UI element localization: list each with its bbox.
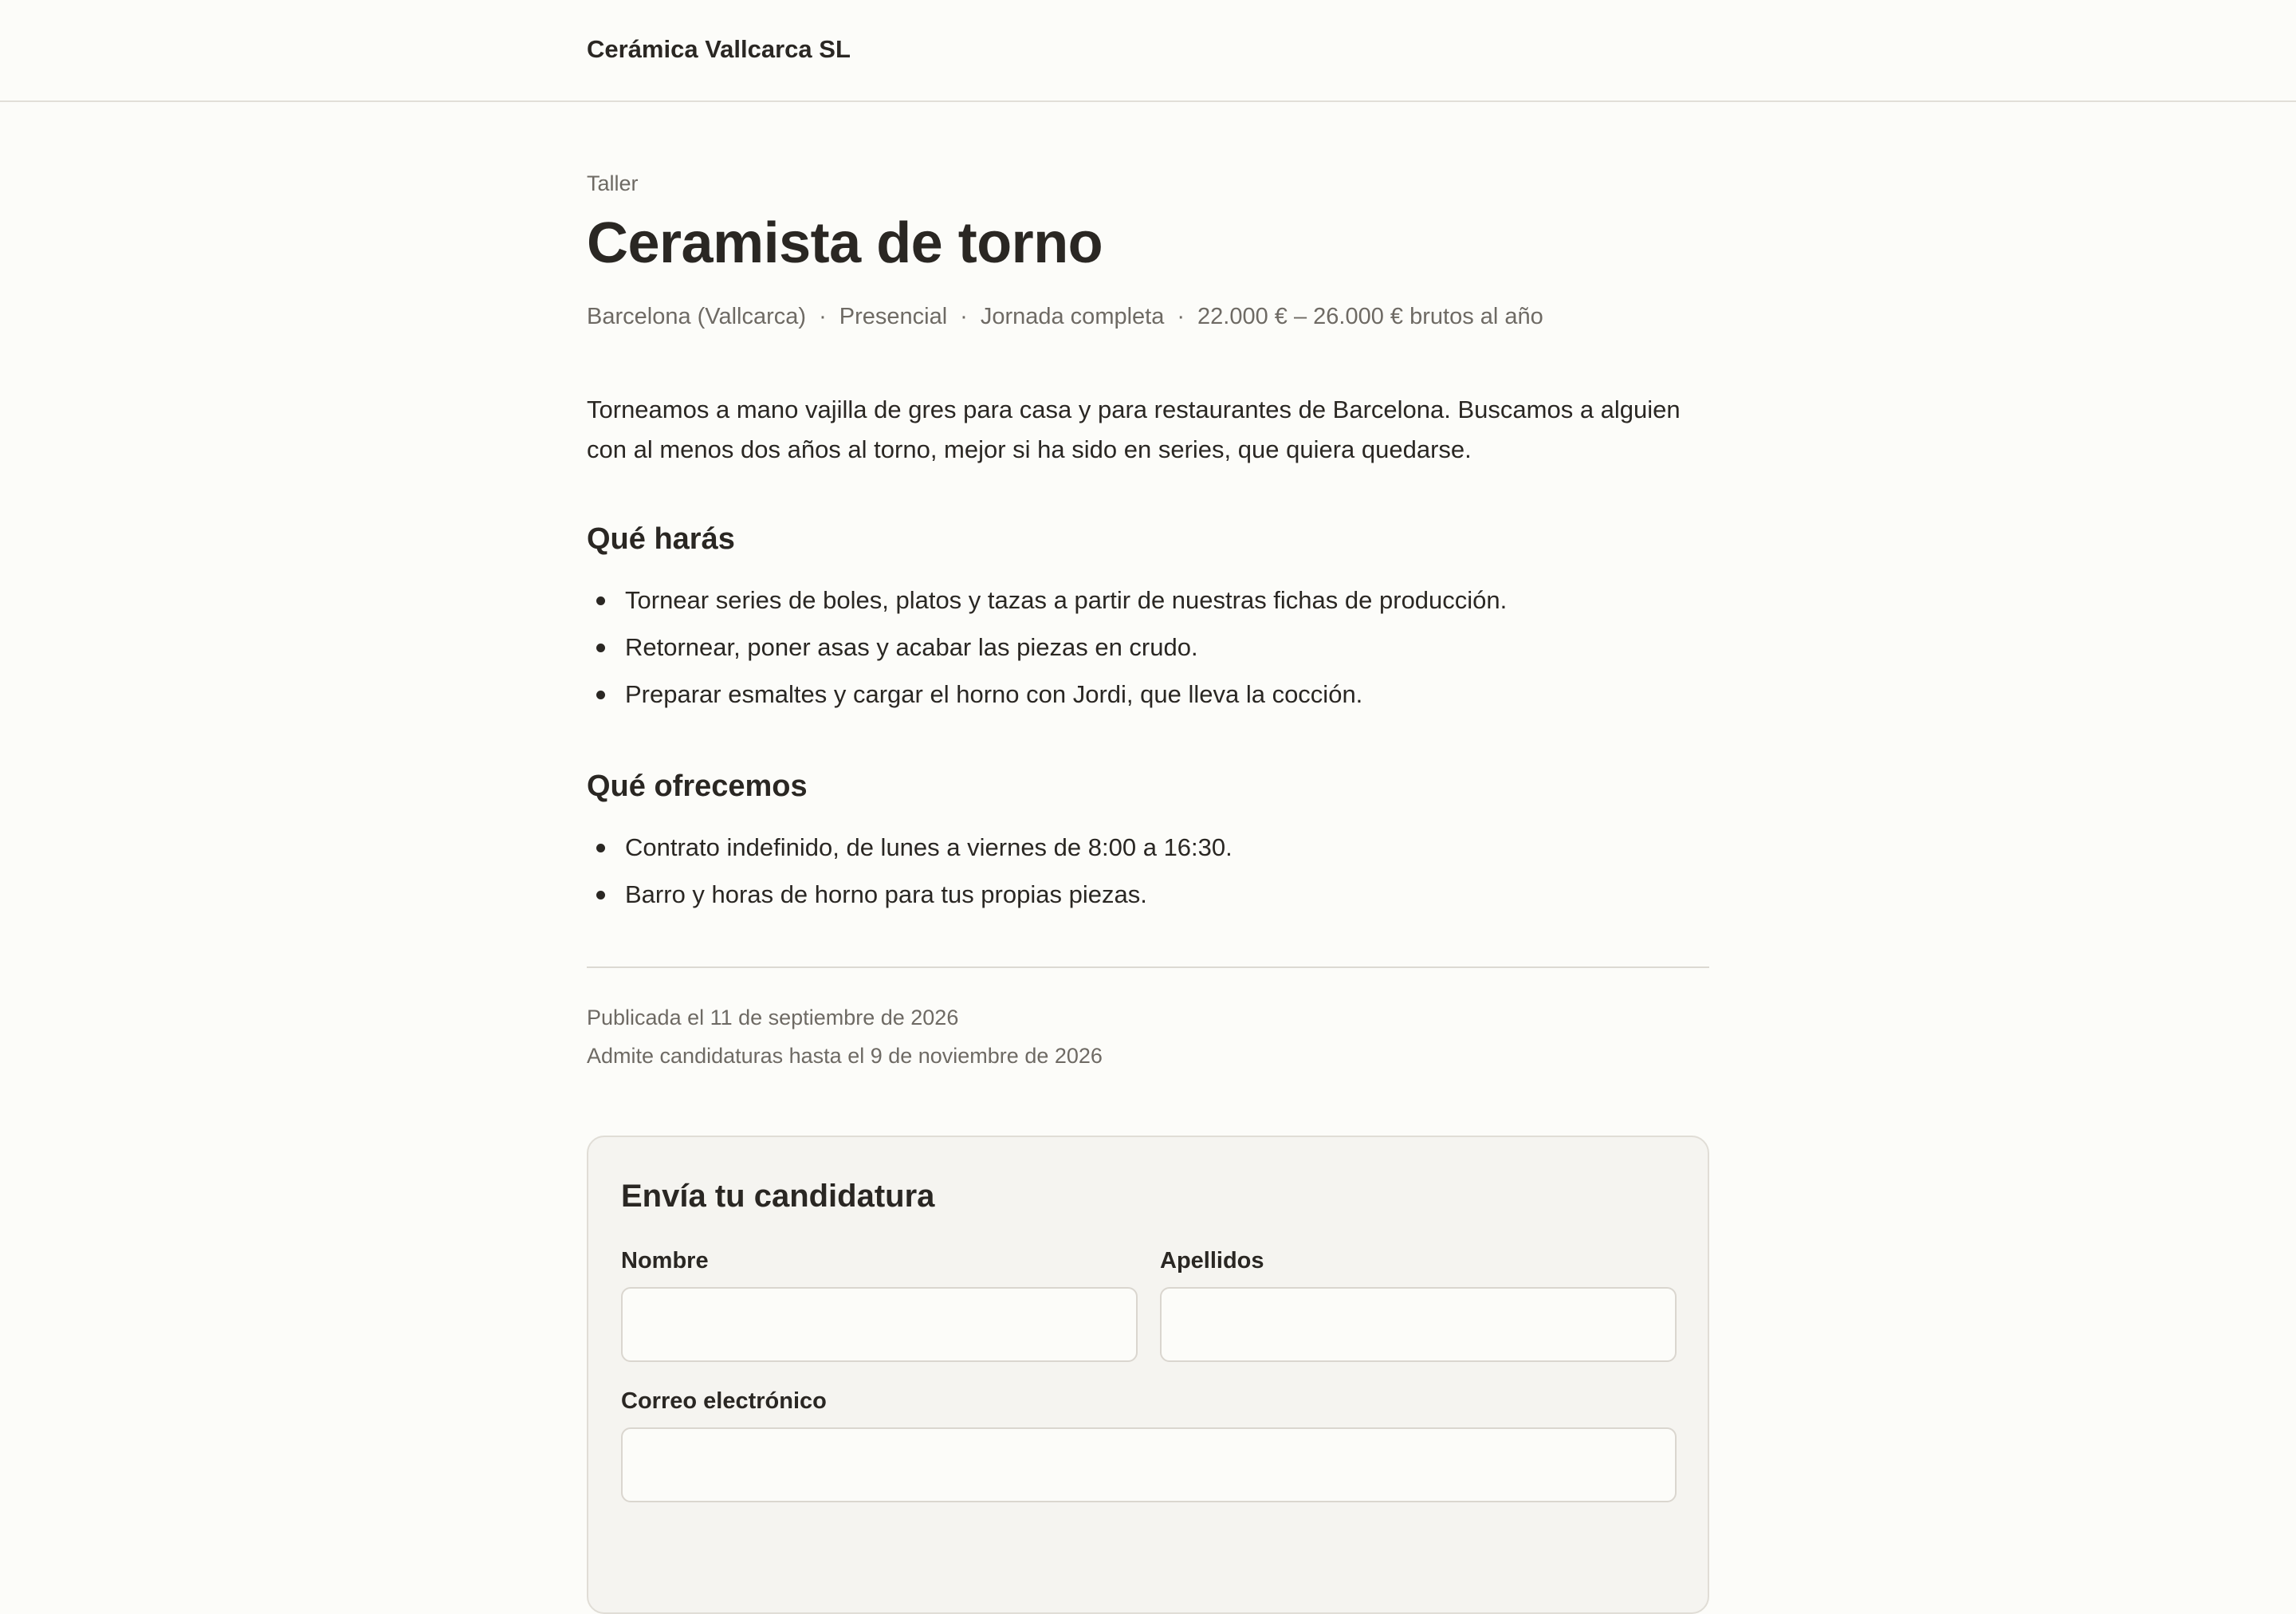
duties-list (587, 577, 1507, 718)
list-item: Barro y horas de horno para tus propias piezas. (587, 871, 1233, 918)
job-salary: 22.000 € – 26.000 € brutos al año (1197, 304, 1543, 329)
posting-dates (587, 998, 1103, 1075)
meta-separator: · (819, 304, 827, 329)
duties-heading: Qué harás (587, 522, 735, 556)
company-brand[interactable]: Cerámica Vallcarca SL (587, 35, 851, 63)
first-name-input[interactable] (621, 1287, 1138, 1362)
job-intro: Torneamos a mano vajilla de gres para casa y para restaurantes de Barcelona. Buscamos a alguien con al menos dos años al torno, mejor si ha sido en series, que quiera quedarse. (587, 396, 1681, 463)
last-name-label: Apellidos (1160, 1248, 1264, 1273)
application-deadline: Admite candidaturas hasta el 9 de noviembre de 2026 (587, 1044, 1103, 1068)
section-divider (587, 966, 1709, 968)
first-name-label: Nombre (621, 1248, 709, 1273)
offer-heading: Qué ofrecemos (587, 770, 808, 803)
job-title: Ceramista de torno (587, 211, 1103, 275)
last-name-input[interactable] (1160, 1287, 1677, 1362)
top-bar (0, 0, 2296, 102)
meta-separator: · (1177, 304, 1185, 329)
job-meta (587, 304, 1543, 330)
offer-list (587, 824, 1233, 918)
list-item: Contrato indefinido, de lunes a viernes de 8:00 a 16:30. (587, 824, 1233, 871)
list-item: Tornear series de boles, platos y tazas a partir de nuestras fichas de producción. (587, 577, 1507, 624)
job-department: Taller (587, 171, 639, 195)
meta-separator: · (960, 304, 968, 329)
list-item: Preparar esmaltes y cargar el horno con Jordi, que lleva la cocción. (587, 671, 1507, 718)
email-label: Correo electrónico (621, 1388, 827, 1414)
list-item: Retornear, poner asas y acabar las piezas en crudo. (587, 624, 1507, 671)
application-form (587, 1136, 1709, 1614)
email-input[interactable] (621, 1427, 1677, 1502)
published-date: Publicada el 11 de septiembre de 2026 (587, 1006, 959, 1029)
job-schedule: Jornada completa (980, 304, 1165, 329)
job-modality: Presencial (839, 304, 948, 329)
job-location: Barcelona (Vallcarca) (587, 304, 807, 329)
form-title: Envía tu candidatura (621, 1179, 935, 1214)
